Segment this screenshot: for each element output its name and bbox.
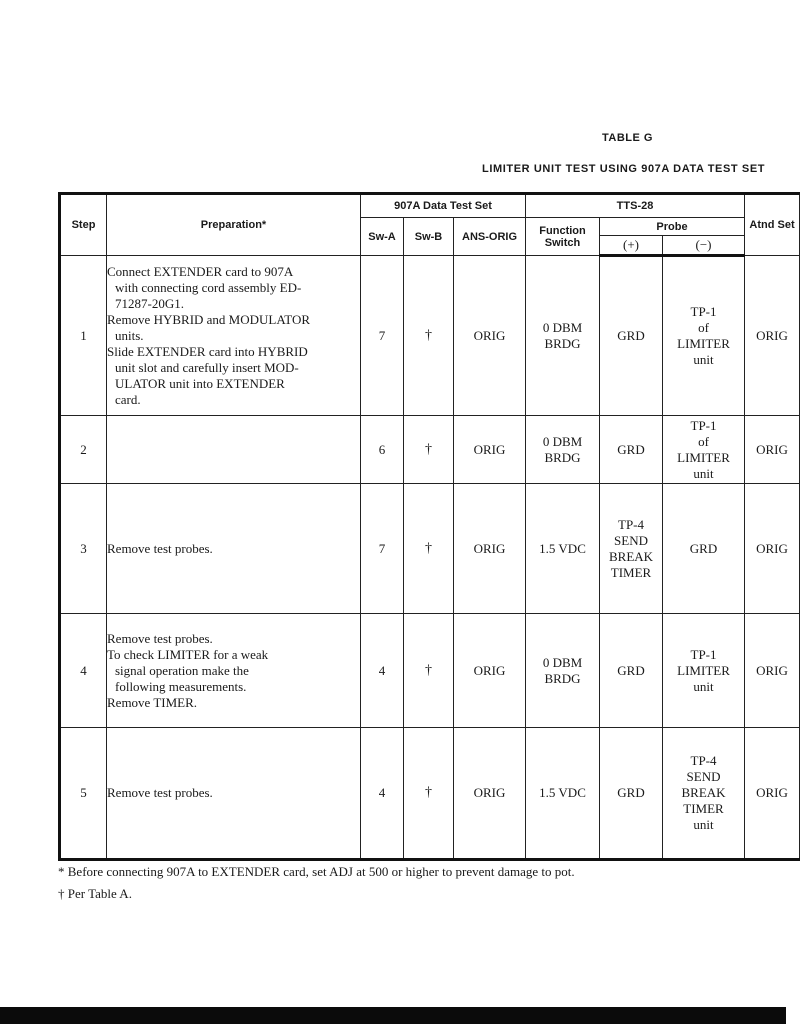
step-cell: 5 — [60, 728, 107, 860]
sw-b-cell: † — [404, 256, 454, 416]
ans-orig-cell: ORIG — [454, 416, 526, 484]
probe-minus-cell: TP-1 of LIMITER unit — [663, 416, 745, 484]
step-cell: 4 — [60, 614, 107, 728]
function-switch-cell: 0 DBM BRDG — [526, 256, 600, 416]
preparation-cell — [107, 416, 361, 484]
sw-b-cell: † — [404, 484, 454, 614]
header-probe: Probe — [600, 218, 745, 236]
probe-plus-cell: GRD — [600, 614, 663, 728]
probe-minus-cell: TP-1 of LIMITER unit — [663, 256, 745, 416]
table-subtitle: LIMITER UNIT TEST USING 907A DATA TEST SET — [482, 163, 766, 175]
header-probe-minus: (−) — [663, 236, 745, 256]
sw-a-cell: 4 — [361, 728, 404, 860]
probe-minus-cell: GRD — [663, 484, 745, 614]
sw-a-cell: 7 — [361, 256, 404, 416]
table-row — [60, 728, 800, 860]
probe-plus-cell: TP-4 SEND BREAK TIMER — [600, 484, 663, 614]
ans-orig-cell: ORIG — [454, 256, 526, 416]
atnd-set-cell: ORIG — [745, 728, 800, 860]
limiter-test-table — [58, 192, 800, 861]
header-function-switch: Function Switch — [526, 218, 600, 256]
sw-a-cell: 7 — [361, 484, 404, 614]
probe-plus-cell: GRD — [600, 256, 663, 416]
atnd-set-cell: ORIG — [745, 416, 800, 484]
atnd-set-cell: ORIG — [745, 256, 800, 416]
header-atnd-set: Atnd Set — [745, 194, 800, 256]
step-cell: 2 — [60, 416, 107, 484]
scan-bottom-edge — [0, 1007, 786, 1024]
probe-plus-cell: GRD — [600, 416, 663, 484]
table-row — [60, 416, 800, 484]
function-switch-cell: 0 DBM BRDG — [526, 614, 600, 728]
ans-orig-cell: ORIG — [454, 728, 526, 860]
header-tts28-group: TTS-28 — [526, 194, 745, 218]
preparation-cell: Connect EXTENDER card to 907A with connecting cord assembly ED- 71287-20G1. Remove HYBRID and MODULATOR units. Slide EXTENDER card into HYBRID unit slot and carefully insert MOD- ULATOR unit into EXTENDER card. — [107, 256, 361, 416]
header-ans-orig: ANS-ORIG — [454, 218, 526, 256]
sw-a-cell: 4 — [361, 614, 404, 728]
preparation-cell: Remove test probes. — [107, 484, 361, 614]
atnd-set-cell: ORIG — [745, 614, 800, 728]
header-step: Step — [60, 194, 107, 256]
step-cell: 3 — [60, 484, 107, 614]
sw-b-cell: † — [404, 614, 454, 728]
header-probe-plus: (+) — [600, 236, 663, 256]
step-cell: 1 — [60, 256, 107, 416]
header-sw-a: Sw-A — [361, 218, 404, 256]
probe-plus-cell: GRD — [600, 728, 663, 860]
function-switch-cell: 1.5 VDC — [526, 484, 600, 614]
footnote-dagger: † Per Table A. — [58, 886, 132, 901]
header-907a-group: 907A Data Test Set — [361, 194, 526, 218]
table-title: TABLE G — [602, 132, 653, 144]
header-preparation: Preparation* — [107, 194, 361, 256]
preparation-cell: Remove test probes. To check LIMITER for a weak signal operation make the following measurements. Remove TIMER. — [107, 614, 361, 728]
sw-a-cell: 6 — [361, 416, 404, 484]
sw-b-cell: † — [404, 728, 454, 860]
probe-minus-cell: TP-4 SEND BREAK TIMER unit — [663, 728, 745, 860]
ans-orig-cell: ORIG — [454, 614, 526, 728]
preparation-cell: Remove test probes. — [107, 728, 361, 860]
ans-orig-cell: ORIG — [454, 484, 526, 614]
atnd-set-cell: ORIG — [745, 484, 800, 614]
probe-minus-cell: TP-1 LIMITER unit — [663, 614, 745, 728]
function-switch-cell: 1.5 VDC — [526, 728, 600, 860]
footnote-asterisk: * Before connecting 907A to EXTENDER card, set ADJ at 500 or higher to prevent damage to pot. — [58, 864, 575, 879]
table-row — [60, 484, 800, 614]
table-row — [60, 614, 800, 728]
header-sw-b: Sw-B — [404, 218, 454, 256]
function-switch-cell: 0 DBM BRDG — [526, 416, 600, 484]
table-row — [60, 256, 800, 416]
sw-b-cell: † — [404, 416, 454, 484]
